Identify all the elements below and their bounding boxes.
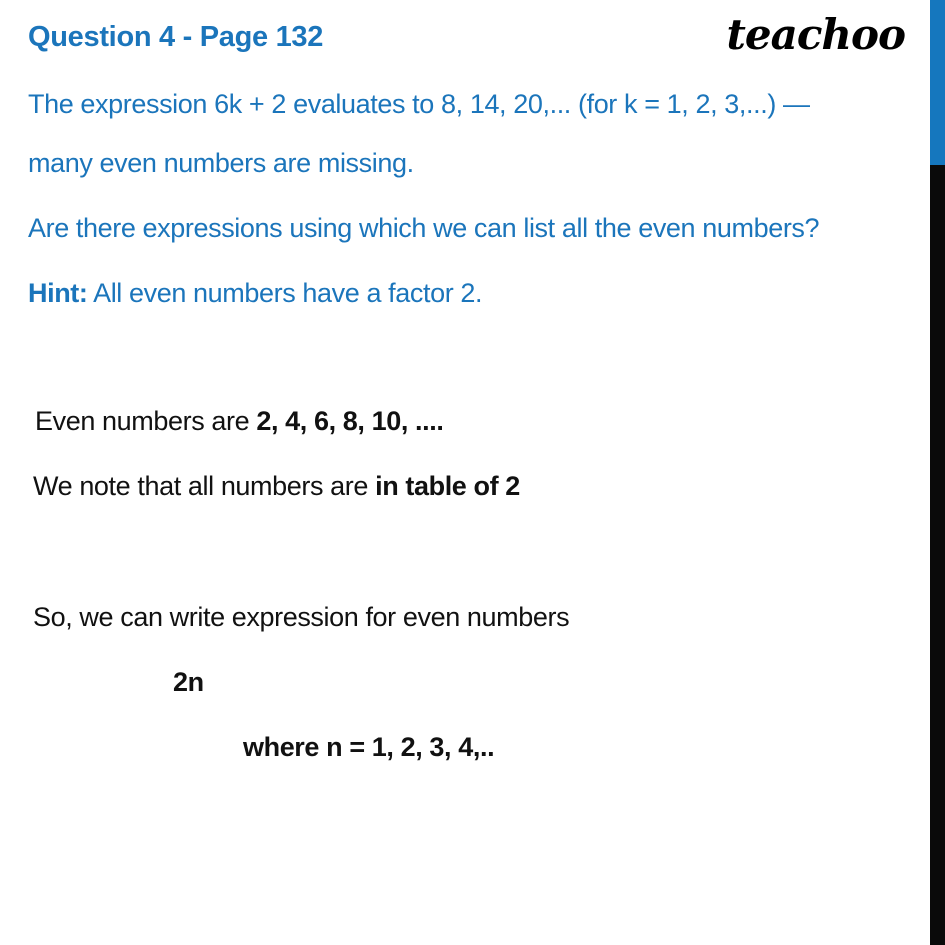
solution-line-2 [33,471,520,502]
question-line-3: Are there expressions using which we can list all the even numbers? [28,213,820,243]
hint-text: All even numbers have a factor 2. [87,278,483,308]
question-hint-line [28,278,482,309]
solution-line-2-prefix: We note that all numbers are [33,471,376,501]
solution-line-3: So, we can write expression for even numbers [33,602,570,632]
right-edge-bar-black [930,165,945,945]
solution-line-2-emphasis: in table of 2 [375,471,520,501]
question-line-2: many even numbers are missing. [28,148,414,178]
solution-expression: 2n [173,667,204,697]
solution-condition: where n = 1, 2, 3, 4,.. [243,732,495,762]
hint-label: Hint: [28,278,88,308]
question-line-1: The expression 6k + 2 evaluates to 8, 14, 20,... (for k = 1, 2, 3,...) — [28,89,810,119]
solution-line-1-numbers: 2, 4, 6, 8, 10, .... [256,406,444,436]
right-edge-bar-blue [930,0,945,165]
teachoo-logo: teachoo [726,10,905,59]
solution-line-1-prefix: Even numbers are [35,406,257,436]
page-title: Question 4 - Page 132 [28,21,324,53]
right-edge-bar [930,0,945,945]
solution-line-1 [35,406,443,437]
